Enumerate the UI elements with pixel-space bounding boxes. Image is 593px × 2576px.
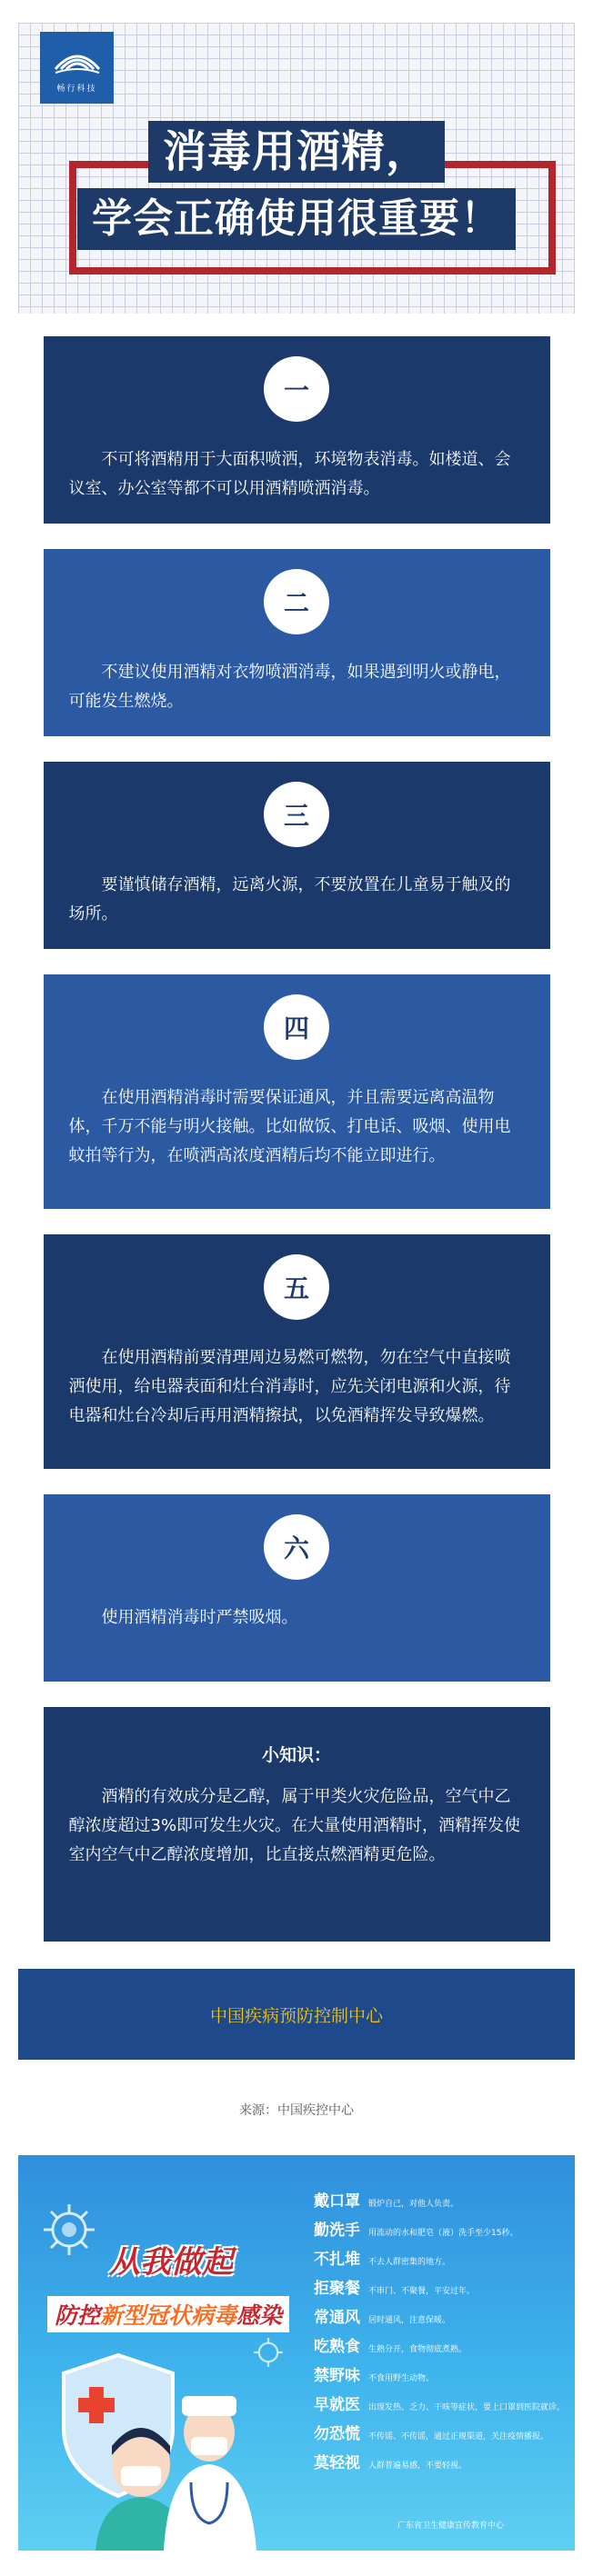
tip-card-3 [44,762,550,949]
slogan-highlight: 新型冠状病毒 [100,2302,237,2329]
tip-number-badge: 四 [264,994,329,1060]
rule-desc: 锻炉自己，对他人负责。 [368,2200,459,2209]
tip-number-badge: 二 [264,569,329,634]
poster-publisher: 广东省卫生健康宣传教育中心 [397,2521,504,2531]
tip-number-badge: 五 [264,1254,329,1320]
rule-desc: 生熟分开，食物彻底煮熟。 [368,2345,467,2354]
rule-desc: 不去人群密集的地方。 [368,2258,451,2267]
rule-desc: 出现发热、乏力、干咳等症状，要上口罩到医院就诊。 [368,2403,566,2412]
rule-list [314,2188,568,2479]
rule-key: 吃熟食 [314,2338,360,2356]
slogan-part: 防控 [55,2302,101,2329]
tip-card-6 [44,1494,550,1682]
rule-key: 勤洗手 [314,2222,360,2240]
list-item [314,2217,568,2246]
tip-card-5 [44,1234,550,1469]
rule-key: 常通风 [314,2309,360,2327]
tip-number-badge: 一 [264,356,329,422]
rule-key: 早就医 [314,2396,360,2414]
title-line-1: 消毒用酒精， [148,121,445,183]
tip-card-4 [44,974,550,1209]
tip-number-badge: 三 [264,782,329,847]
logo-icon [52,42,103,78]
slogan-line-2 [47,2296,289,2332]
tip-text: 使用酒精消毒时严禁吸烟。 [101,1608,298,1627]
tip-text: 在使用酒精前要清理周边易燃可燃物，勿在空气中直接喷洒使用，给电器表面和灶台消毒时，应先关闭电源和火源，待电器和灶台冷却后再用酒精擦拭，以免酒精挥发导致爆燃。 [68,1348,511,1425]
list-item [314,2275,568,2304]
source-credit: 来源：中国疾控中心 [239,2103,354,2118]
list-item [314,2362,568,2391]
header-banner [18,23,575,314]
prevention-poster [18,2155,575,2551]
tip-text: 不可将酒精用于大面积喷洒，环境物表消毒。如楼道、会议室、办公室等都不可以用酒精喷洒消毒。 [68,450,511,498]
list-item [314,2421,568,2450]
slogan-line-1: 从我做起 [109,2244,233,2281]
knowledge-text: 酒精的有效成分是乙醇，属于甲类火灾危险品，空气中乙醇浓度超过3%即可发生火灾。在大量使用酒精时，酒精挥发使室内空气中乙醇浓度增加，比直接点燃酒精更危险。 [68,1787,521,1864]
tip-text: 不建议使用酒精对衣物喷洒消毒，如果遇到明火或静电，可能发生燃烧。 [68,663,511,711]
knowledge-title: 小知识： [261,1745,331,1765]
cdc-name: 中国疾病预防控制中心 [209,2005,383,2026]
list-item [314,2246,568,2275]
list-item [314,2333,568,2362]
list-item [314,2304,568,2333]
rule-desc: 用流动的水和肥皂（液）洗手至少15秒。 [368,2229,518,2238]
tip-text: 要谨慎储存酒精，远离火源，不要放置在儿童易于触及的场所。 [68,875,511,924]
list-item [314,2450,568,2479]
rule-desc: 不传谣、不传谣，通过正规渠道，关注疫情播报。 [368,2432,549,2441]
virus-icon [42,2202,96,2257]
title-line-2: 学会正确使用很重要！ [77,188,516,250]
rule-key: 戴口罩 [314,2192,360,2211]
tip-number-badge: 六 [264,1514,329,1580]
tip-card-2 [44,549,550,736]
slogan-part: 感染 [236,2302,283,2329]
rule-key: 勿恐慌 [314,2425,360,2443]
rule-key: 莫轻视 [314,2454,360,2472]
tip-text: 在使用酒精消毒时需要保证通风，并且需要远离高温物体，千万不能与明火接触。比如做饭、打电话、吸烟、使用电蚊拍等行为，在喷洒高浓度酒精后均不能立即进行。 [68,1088,511,1165]
rule-desc: 不串门、不聚餐，平安过年。 [368,2287,476,2296]
rule-key: 不扎堆 [314,2251,360,2269]
page-title [18,121,575,250]
rule-key: 禁野味 [314,2367,360,2385]
rule-key: 拒聚餐 [314,2280,360,2298]
rule-desc: 居时通风，注意保暖。 [368,2316,451,2325]
cdc-banner [18,1969,575,2060]
list-item [314,2188,568,2217]
knowledge-card [44,1707,550,1942]
doctors-illustration [55,2346,264,2551]
logo [40,32,114,104]
list-item [314,2391,568,2421]
logo-text: 畅行科技 [56,85,97,94]
tip-card-1 [44,336,550,524]
rule-desc: 人群普遍易感，不要轻视。 [368,2461,467,2471]
rule-desc: 不食用野生动物。 [368,2374,435,2383]
